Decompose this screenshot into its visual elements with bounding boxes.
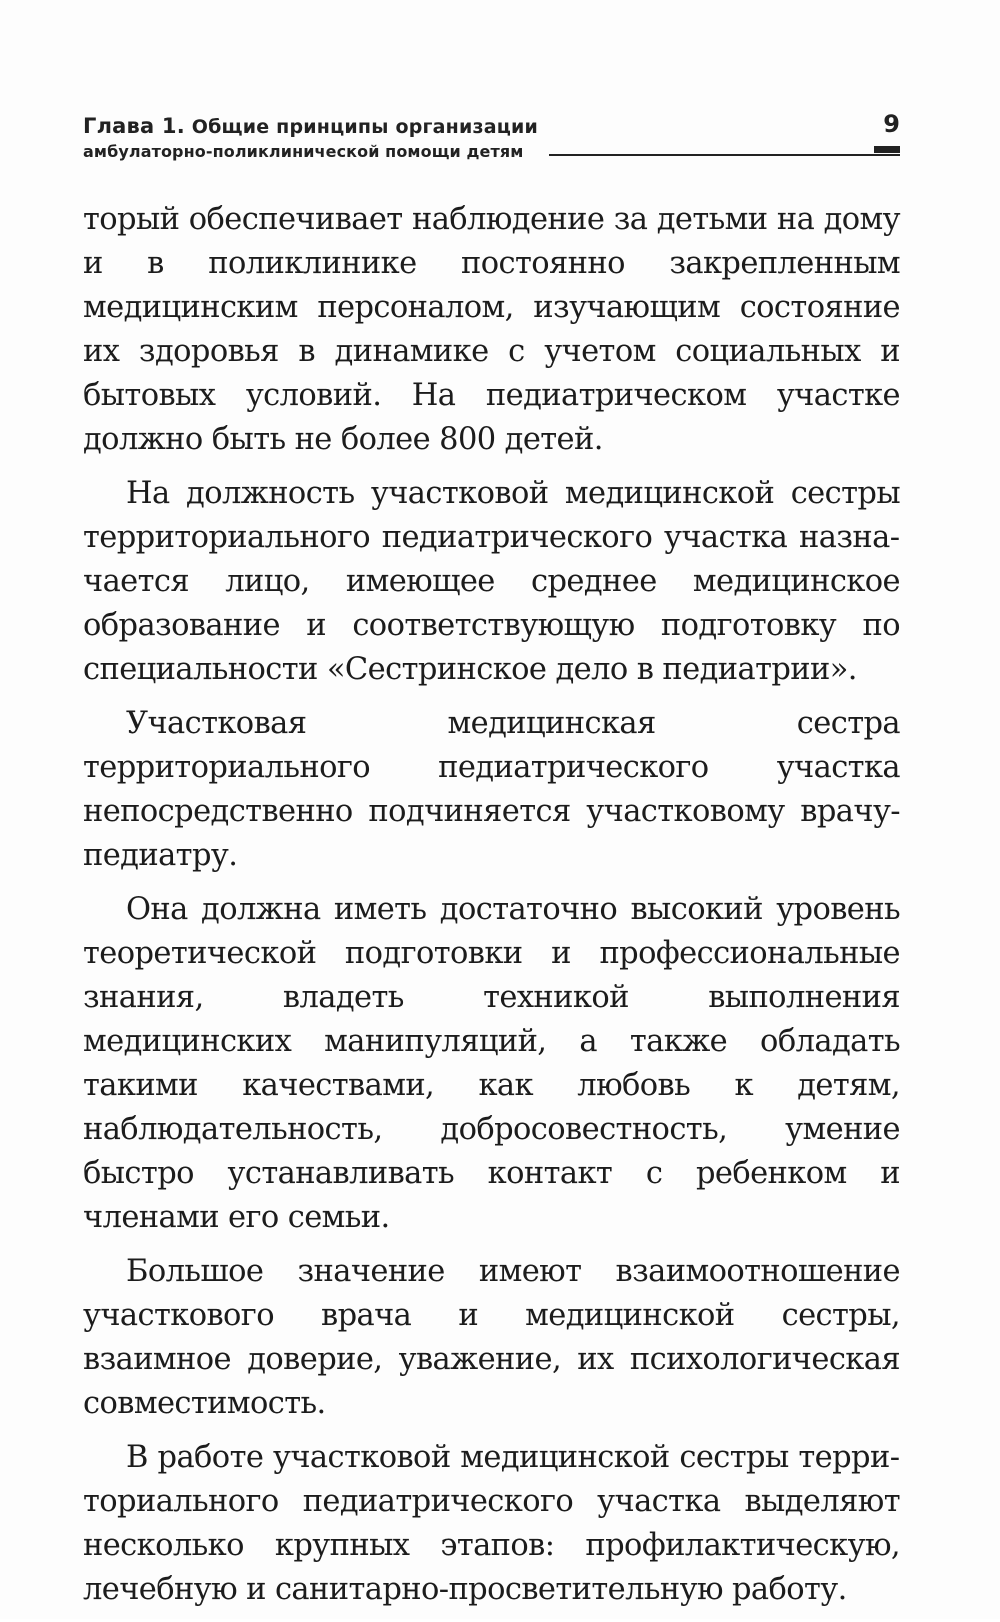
page-number-bar xyxy=(874,146,900,153)
paragraph-2: На должность участковой медицинской сестры территориального педиатрического участка назначается лицо, имеющее среднее медицинское образование и соответствующую подготовку по специальности «Сестринское дело в педиатрии». xyxy=(83,476,900,687)
chapter-title-line2: амбулаторно-поликлинической помощи детям xyxy=(83,142,524,161)
paragraph-4: Она должна иметь достаточно высокий уровень теоретической подготовки и профессиональные знания, владеть техникой выполнения медицинских манипуляций, а также обладать такими качествами, как любовь к детям, наблюдательность, добросовестность, умение быстро устанавливать контакт с ребенком и членами его семьи. xyxy=(83,892,900,1235)
body-text xyxy=(83,198,900,1622)
paragraph-1: торый обеспечивает наблюдение за детьми на дому и в поликлинике постоянно закрепленным медицинским персоналом, изучающим состояние их здоровья в динамике с учетом социальных и бытовых условий. На педиатрическом участке должно быть не более 800 детей. xyxy=(83,202,900,457)
chapter-title-line1 xyxy=(83,114,538,138)
paragraph-3: Участковая медицинская сестра территориального педиатрического участка непосредственно подчиняется участковому врачу-педиатру. xyxy=(83,706,900,873)
header-rule xyxy=(549,154,900,156)
chapter-label: Глава 1. xyxy=(83,114,185,138)
running-header xyxy=(83,110,900,168)
page-number: 9 xyxy=(883,110,900,138)
paragraph-5: Большое значение имеют взаимоотношение участкового врача и медицинской сестры, взаимное доверие, уважение, их психологическая совместимость. xyxy=(83,1254,900,1421)
paragraph-6: В работе участковой медицинской сестры территориального педиатрического участка выделяют несколько крупных этапов: профилактическую, лечебную и санитарно-просветительную работу. xyxy=(83,1440,900,1607)
chapter-title-text-line1: Общие принципы организации xyxy=(191,116,539,138)
